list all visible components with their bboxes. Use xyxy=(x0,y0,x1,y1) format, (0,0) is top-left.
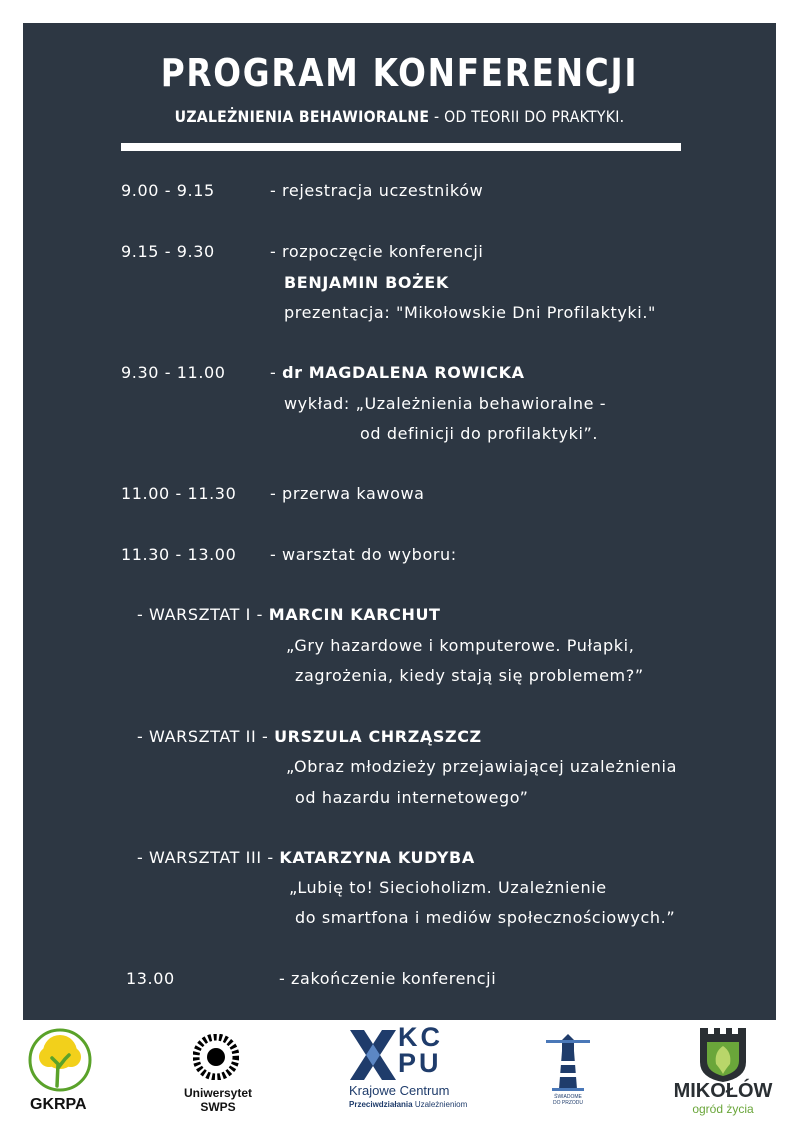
kcpu-line2 xyxy=(349,1100,467,1109)
subtitle-tagline: - OD TEORII DO PRAKTYKI. xyxy=(429,107,625,126)
speaker-name: MARCIN KARCHUT xyxy=(268,605,441,624)
session-detail: wykład: „Uzależnienia behawioralne - xyxy=(284,394,607,413)
workshop-detail: do smartfona i mediów społecznościowych.” xyxy=(295,908,676,927)
gkrpa-label: GKRPA xyxy=(30,1096,87,1113)
lighthouse-icon xyxy=(544,1034,592,1092)
session-time: 11.00 - 11.30 xyxy=(121,484,237,503)
workshop-detail: „Obraz młodzieży przejawiającej uzależnienia xyxy=(286,757,677,776)
session-detail: od definicji do profilaktyki”. xyxy=(360,424,599,443)
session-description: - rozpoczęcie konferencji xyxy=(270,242,484,261)
workshop-line xyxy=(137,605,441,624)
mikolow-tagline: ogród życia xyxy=(692,1102,754,1116)
dash: - xyxy=(270,363,283,382)
speaker-name: BENJAMIN BOŻEK xyxy=(284,273,449,292)
swps-emblem-icon xyxy=(193,1034,239,1080)
session-time: 13.00 xyxy=(126,969,175,988)
speaker-name: KATARZYNA KUDYBA xyxy=(279,848,475,867)
session-detail: prezentacja: "Mikołowskie Dni Profilaktyki." xyxy=(284,303,656,322)
session-description: - warsztat do wyboru: xyxy=(270,545,457,564)
swps-line1: Uniwersytet xyxy=(183,1086,253,1100)
workshop-line xyxy=(137,848,475,867)
swiadome-line2: DO PRZODU xyxy=(553,1100,583,1106)
title-divider xyxy=(121,143,681,151)
program-panel xyxy=(23,23,776,1020)
session-description: - zakończenie konferencji xyxy=(279,969,497,988)
page-subtitle xyxy=(68,107,731,126)
session-description: - przerwa kawowa xyxy=(270,484,425,503)
gkrpa-tree-logo xyxy=(28,1028,92,1092)
page-title: PROGRAM KONFERENCJI xyxy=(160,51,639,95)
swiadome-line1: ŚWIADOME xyxy=(554,1094,582,1100)
session-time: 9.00 - 9.15 xyxy=(121,181,215,200)
workshop-detail: „Gry hazardowe i komputerowe. Pułapki, xyxy=(286,636,635,655)
session-time: 11.30 - 13.00 xyxy=(121,545,237,564)
speaker-name: dr MAGDALENA ROWICKA xyxy=(282,363,525,382)
session-speaker-line xyxy=(270,363,525,382)
workshop-label: - WARSZTAT II - xyxy=(137,727,275,746)
session-time: 9.15 - 9.30 xyxy=(121,242,215,261)
workshop-detail: „Lubię to! Siecioholizm. Uzależnienie xyxy=(289,878,607,897)
session-description: - rejestracja uczestników xyxy=(270,181,484,200)
kcpu-line2-rest: Uzależnieniom xyxy=(412,1100,468,1109)
kcpu-line1: Krajowe Centrum xyxy=(349,1083,450,1098)
sponsor-logos xyxy=(0,1020,800,1132)
swps-line2: SWPS xyxy=(200,1100,236,1114)
workshop-label: - WARSZTAT I - xyxy=(137,605,269,624)
kcpu-x-icon xyxy=(350,1030,396,1080)
subtitle-topic: UZALEŻNIENIA BEHAWIORALNE xyxy=(174,107,430,126)
mikolow-name: MIKOŁÓW xyxy=(673,1080,773,1102)
workshop-detail: od hazardu internetowego” xyxy=(295,788,529,807)
session-time: 9.30 - 11.00 xyxy=(121,363,226,382)
kcpu-line2-bold: Przeciwdziałania xyxy=(349,1100,413,1109)
workshop-line xyxy=(137,727,482,746)
mikolow-crest-icon xyxy=(700,1028,746,1082)
workshop-detail: zagrożenia, kiedy stają się problemem?” xyxy=(295,666,644,685)
workshop-label: - WARSZTAT III - xyxy=(137,848,280,867)
speaker-name: URSZULA CHRZĄSZCZ xyxy=(274,727,482,746)
kcpu-letters: KCPU xyxy=(398,1022,443,1078)
